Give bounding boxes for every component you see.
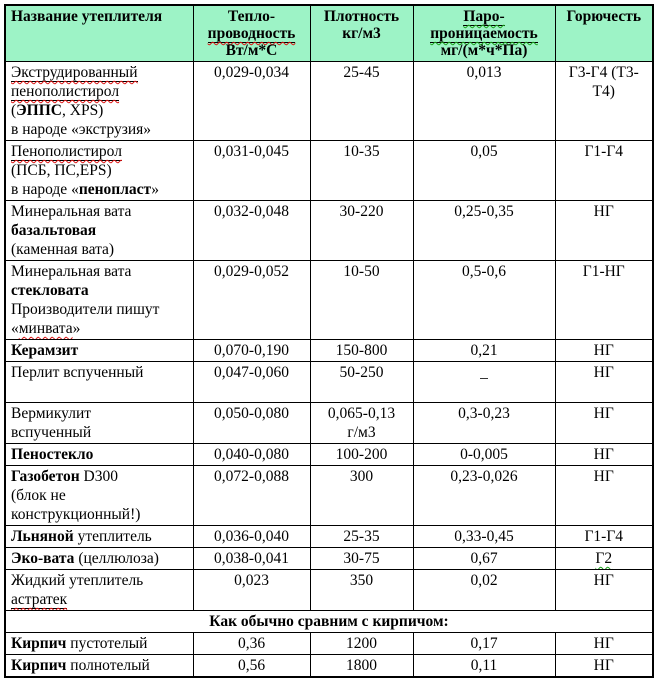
cell-line	[197, 63, 307, 82]
text-segment: Т4)	[592, 83, 615, 100]
text-segment: 0,05	[470, 143, 498, 160]
text-segment: 0,032-0,048	[214, 203, 289, 220]
text-segment: НГ	[593, 342, 614, 359]
cell-line	[314, 63, 410, 82]
text-segment: 0,33-0,45	[454, 528, 514, 545]
cell-line	[197, 656, 307, 675]
text-segment: 350	[349, 572, 374, 589]
text-segment: 150-800	[335, 342, 388, 359]
cell-vapor	[413, 633, 555, 655]
text-segment: Эко-вата	[11, 550, 75, 567]
text-segment: проницаемость	[430, 25, 538, 42]
text-segment: в народе «	[11, 181, 79, 198]
cell-vapor	[413, 570, 555, 611]
text-segment: »	[72, 320, 81, 337]
cell-line	[11, 341, 190, 360]
cell-line	[559, 262, 650, 281]
text-segment: стекловата	[11, 282, 89, 299]
text-segment: 0,17	[470, 635, 498, 652]
cell-conductivity	[193, 141, 310, 201]
cell-name	[5, 403, 193, 444]
text-segment: 0,11	[470, 657, 498, 674]
cell-line	[11, 120, 190, 139]
cell-flammability	[555, 444, 653, 466]
cell-density	[310, 403, 413, 444]
text-segment: Керамзит	[11, 342, 79, 359]
cell-flammability	[555, 570, 653, 611]
cell-name	[5, 655, 193, 678]
text-segment: проводность	[207, 25, 296, 42]
text-segment: (целлюлоза)	[74, 550, 159, 567]
table-row	[5, 655, 653, 678]
cell-line	[314, 634, 410, 653]
cell-density	[310, 570, 413, 611]
text-segment: вспученный	[11, 424, 92, 441]
cell-line	[197, 202, 307, 221]
text-segment: Газобетон	[11, 468, 80, 485]
cell-line	[197, 8, 307, 25]
separator-row	[5, 611, 653, 633]
cell-vapor	[413, 362, 555, 403]
cell-line	[11, 63, 190, 82]
cell-line	[559, 656, 650, 675]
text-segment: 0-0,005	[460, 446, 508, 463]
text-segment: 0,3-0,23	[458, 405, 510, 422]
cell-line	[314, 363, 410, 382]
cell-line	[417, 142, 552, 161]
cell-conductivity	[193, 362, 310, 403]
text-segment: Экструдированный	[11, 64, 138, 81]
text-segment: »	[151, 181, 159, 198]
cell-line	[11, 142, 190, 161]
cell-line	[11, 486, 190, 505]
cell-line	[197, 445, 307, 464]
cell-conductivity	[193, 62, 310, 141]
cell-line	[9, 612, 649, 631]
cell-line	[417, 341, 552, 360]
cell-line	[417, 262, 552, 281]
cell-line	[559, 8, 650, 25]
cell-line	[559, 404, 650, 423]
table-row	[5, 141, 653, 201]
text-segment: «	[11, 320, 19, 337]
table-row	[5, 444, 653, 466]
table-row	[5, 548, 653, 570]
cell-conductivity	[193, 633, 310, 655]
cell-line	[11, 634, 190, 653]
table-row	[5, 403, 653, 444]
text-segment: (каменная вата)	[11, 241, 115, 258]
text-segment: полнотелый	[66, 657, 150, 674]
cell-name	[5, 261, 193, 340]
cell-flammability	[555, 340, 653, 362]
cell-conductivity	[193, 261, 310, 340]
cell-line	[11, 8, 190, 25]
cell-line	[559, 341, 650, 360]
cell-name	[5, 570, 193, 611]
cell-line	[417, 8, 552, 25]
cell-density	[310, 444, 413, 466]
header-cell-density	[310, 5, 413, 62]
cell-line	[11, 262, 190, 281]
text-segment: 25-45	[343, 64, 380, 81]
cell-line	[314, 571, 410, 590]
text-segment: г/м3	[347, 424, 376, 441]
text-segment: 0,25-0,35	[454, 203, 514, 220]
cell-line	[314, 527, 410, 546]
text-segment: Пенополистирол	[11, 143, 122, 160]
cell-line	[197, 142, 307, 161]
cell-line	[11, 467, 190, 486]
text-segment: НГ	[593, 572, 614, 589]
text-segment: Горючесть	[566, 8, 642, 25]
cell-conductivity	[193, 548, 310, 570]
text-segment: 0,029-0,034	[214, 64, 289, 81]
text-segment: 0,023	[234, 572, 269, 589]
text-segment: Тепло-	[227, 8, 276, 25]
cell-line	[197, 571, 307, 590]
cell-name	[5, 548, 193, 570]
text-segment: 0,67	[470, 550, 498, 567]
text-segment: Г3-Г4 (Т3-	[568, 64, 639, 81]
cell-name	[5, 201, 193, 261]
cell-line	[11, 527, 190, 546]
text-segment: НГ	[593, 657, 614, 674]
cell-vapor	[413, 261, 555, 340]
cell-line	[314, 202, 410, 221]
text-segment: Производители пишут	[11, 301, 160, 318]
text-segment: Г1-НГ	[582, 263, 625, 280]
cell-line	[197, 527, 307, 546]
cell-line	[314, 445, 410, 464]
cell-line	[417, 382, 552, 401]
text-segment: 0,036-0,040	[214, 528, 289, 545]
cell-line	[11, 549, 190, 568]
text-segment: 0,029-0,052	[214, 263, 289, 280]
text-segment: 100-200	[335, 446, 388, 463]
text-segment: 0,050-0,080	[214, 405, 289, 422]
cell-line	[417, 25, 552, 42]
cell-vapor	[413, 655, 555, 678]
cell-line	[417, 634, 552, 653]
cell-flammability	[555, 62, 653, 141]
cell-line	[11, 656, 190, 675]
text-segment: в народе «экструзия»	[11, 121, 152, 138]
cell-conductivity	[193, 655, 310, 678]
cell-line	[11, 590, 190, 609]
cell-vapor	[413, 340, 555, 362]
text-segment: пенополистирол	[11, 83, 120, 100]
cell-density	[310, 633, 413, 655]
cell-line	[559, 634, 650, 653]
cell-line	[197, 467, 307, 486]
text-segment: 10-35	[343, 143, 380, 160]
text-segment: 50-250	[339, 364, 384, 381]
text-segment: НГ	[593, 468, 614, 485]
cell-line	[314, 549, 410, 568]
cell-line	[417, 202, 552, 221]
text-segment: 0,040-0,080	[214, 446, 289, 463]
cell-line	[11, 445, 190, 464]
cell-line	[314, 404, 410, 423]
cell-line	[417, 467, 552, 486]
header-cell-flammability	[555, 5, 653, 62]
cell-line	[559, 63, 650, 82]
cell-line	[11, 221, 190, 240]
text-segment: минвата	[18, 320, 73, 337]
cell-conductivity	[193, 466, 310, 526]
text-segment: (ПСБ, ПС,EPS)	[11, 162, 112, 179]
cell-density	[310, 201, 413, 261]
cell-name	[5, 444, 193, 466]
cell-line	[11, 281, 190, 300]
text-segment: базальтовая	[11, 222, 97, 239]
text-segment: 0,56	[237, 657, 266, 674]
cell-line	[559, 142, 650, 161]
table-row	[5, 466, 653, 526]
text-segment: 0,038-0,041	[214, 550, 289, 567]
cell-flammability	[555, 201, 653, 261]
cell-density	[310, 62, 413, 141]
text-segment: 0,23-0,026	[450, 468, 518, 485]
cell-conductivity	[193, 340, 310, 362]
cell-vapor	[413, 466, 555, 526]
cell-line	[314, 262, 410, 281]
cell-vapor	[413, 548, 555, 570]
table-row	[5, 261, 653, 340]
text-segment: Г1-Г4	[584, 143, 624, 160]
cell-line	[11, 423, 190, 442]
cell-density	[310, 340, 413, 362]
text-segment: Г1-Г4	[584, 528, 624, 545]
cell-conductivity	[193, 403, 310, 444]
header-row	[5, 5, 653, 62]
cell-flammability	[555, 526, 653, 548]
cell-vapor	[413, 62, 555, 141]
cell-line	[417, 571, 552, 590]
cell-line	[314, 25, 410, 42]
text-segment: Г2	[595, 550, 613, 567]
cell-separator	[5, 611, 653, 633]
text-segment: 0,047-0,060	[214, 364, 289, 381]
cell-line	[417, 363, 552, 382]
cell-line	[197, 341, 307, 360]
cell-name	[5, 141, 193, 201]
insulation-table	[4, 4, 654, 678]
text-segment: Жидкий утеплитель	[11, 572, 144, 589]
text-segment: (блок не	[11, 487, 66, 504]
cell-line	[11, 505, 190, 524]
text-segment: D300	[79, 468, 118, 485]
text-segment: кг/м3	[342, 25, 381, 42]
header-cell-name	[5, 5, 193, 62]
text-segment: Пеностекло	[11, 446, 94, 463]
cell-line	[11, 161, 190, 180]
cell-line	[417, 404, 552, 423]
text-segment: 0,36	[237, 635, 266, 652]
cell-line	[11, 363, 190, 382]
cell-density	[310, 526, 413, 548]
cell-flammability	[555, 261, 653, 340]
cell-line	[559, 571, 650, 590]
cell-line	[11, 202, 190, 221]
text-segment: НГ	[593, 364, 614, 381]
table-row	[5, 570, 653, 611]
cell-line	[559, 445, 650, 464]
cell-density	[310, 466, 413, 526]
text-segment: 30-75	[343, 550, 380, 567]
cell-name	[5, 362, 193, 403]
cell-vapor	[413, 526, 555, 548]
text-segment: 10-50	[343, 263, 380, 280]
header-cell-conductivity	[193, 5, 310, 62]
table-row	[5, 362, 653, 403]
cell-line	[314, 656, 410, 675]
text-segment: астратек	[11, 591, 68, 608]
text-segment: 0,072-0,088	[214, 468, 289, 485]
cell-name	[5, 62, 193, 141]
cell-flammability	[555, 633, 653, 655]
text-segment: конструкционный!)	[11, 506, 141, 523]
cell-flammability	[555, 655, 653, 678]
cell-name	[5, 340, 193, 362]
cell-density	[310, 362, 413, 403]
text-segment: Вт/м*С	[225, 42, 278, 59]
text-segment: НГ	[593, 635, 614, 652]
cell-line	[559, 363, 650, 382]
cell-vapor	[413, 403, 555, 444]
cell-line	[197, 404, 307, 423]
cell-name	[5, 466, 193, 526]
cell-conductivity	[193, 570, 310, 611]
text-segment: 300	[349, 468, 374, 485]
cell-line	[314, 467, 410, 486]
cell-line	[197, 25, 307, 42]
text-segment: 0,065-0,13	[327, 405, 396, 422]
text-segment: ЭППС	[16, 102, 62, 119]
text-segment: , XPS)	[62, 102, 104, 119]
table-row	[5, 340, 653, 362]
cell-line	[314, 423, 410, 442]
cell-line	[11, 240, 190, 259]
text-segment: 25-35	[343, 528, 380, 545]
cell-line	[11, 180, 190, 199]
table-row	[5, 201, 653, 261]
cell-line	[559, 82, 650, 101]
text-segment: Минеральная вата	[11, 203, 132, 220]
cell-flammability	[555, 141, 653, 201]
text-segment: пустотелый	[66, 635, 148, 652]
cell-line	[197, 262, 307, 281]
text-segment: утеплитель	[73, 528, 152, 545]
cell-line	[559, 467, 650, 486]
cell-vapor	[413, 201, 555, 261]
cell-line	[417, 42, 552, 59]
table-row	[5, 62, 653, 141]
text-segment: Как обычно сравним с кирпичом:	[209, 613, 449, 630]
cell-line	[559, 527, 650, 546]
cell-line	[197, 363, 307, 382]
cell-line	[314, 142, 410, 161]
header-cell-vapor	[413, 5, 555, 62]
text-segment: 0,070-0,190	[214, 342, 289, 359]
cell-density	[310, 141, 413, 201]
cell-name	[5, 526, 193, 548]
cell-density	[310, 655, 413, 678]
table-row	[5, 526, 653, 548]
text-segment: Название утеплителя	[11, 8, 163, 25]
cell-line	[11, 571, 190, 590]
cell-vapor	[413, 444, 555, 466]
text-segment: мг/(м*ч*Па)	[440, 42, 528, 59]
text-segment: Льняной	[11, 528, 74, 545]
cell-line	[11, 101, 190, 120]
cell-line	[11, 319, 190, 338]
cell-line	[417, 445, 552, 464]
text-segment: 1800	[346, 657, 377, 674]
text-segment: 0,013	[466, 64, 502, 81]
text-segment: НГ	[593, 446, 614, 463]
cell-density	[310, 548, 413, 570]
text-segment: Перлит вспученный	[11, 364, 144, 381]
cell-line	[417, 549, 552, 568]
text-segment: пенопласт	[78, 181, 152, 198]
cell-line	[559, 202, 650, 221]
cell-line	[417, 63, 552, 82]
cell-line	[197, 634, 307, 653]
cell-line	[417, 656, 552, 675]
text-segment: Кирпич	[11, 657, 67, 674]
cell-line	[314, 8, 410, 25]
text-segment: Минеральная вата	[11, 263, 132, 280]
cell-flammability	[555, 548, 653, 570]
cell-flammability	[555, 362, 653, 403]
text-segment: 0,02	[470, 572, 498, 589]
cell-flammability	[555, 403, 653, 444]
cell-line	[197, 42, 307, 59]
cell-line	[11, 404, 190, 423]
text-segment: 0,5-0,6	[462, 263, 506, 280]
cell-density	[310, 261, 413, 340]
cell-vapor	[413, 141, 555, 201]
text-segment: 1200	[346, 635, 377, 652]
cell-line	[11, 82, 190, 101]
text-segment: 30-220	[339, 203, 384, 220]
cell-name	[5, 633, 193, 655]
table-row	[5, 633, 653, 655]
cell-line	[11, 300, 190, 319]
cell-line	[197, 549, 307, 568]
text-segment: 0,21	[470, 342, 498, 359]
cell-line	[417, 527, 552, 546]
cell-flammability	[555, 466, 653, 526]
text-segment: 0,031-0,045	[214, 143, 289, 160]
cell-conductivity	[193, 444, 310, 466]
cell-line	[314, 341, 410, 360]
text-segment: Плотность	[323, 8, 400, 25]
cell-conductivity	[193, 526, 310, 548]
cell-line	[559, 549, 650, 568]
text-segment: Паро-	[463, 8, 505, 25]
text-segment: Кирпич	[11, 635, 67, 652]
text-segment: Вермикулит	[11, 405, 92, 422]
text-segment: НГ	[593, 203, 614, 220]
cell-conductivity	[193, 201, 310, 261]
text-segment: _	[480, 364, 488, 381]
text-segment: НГ	[593, 405, 614, 422]
text-segment: (	[11, 102, 17, 119]
